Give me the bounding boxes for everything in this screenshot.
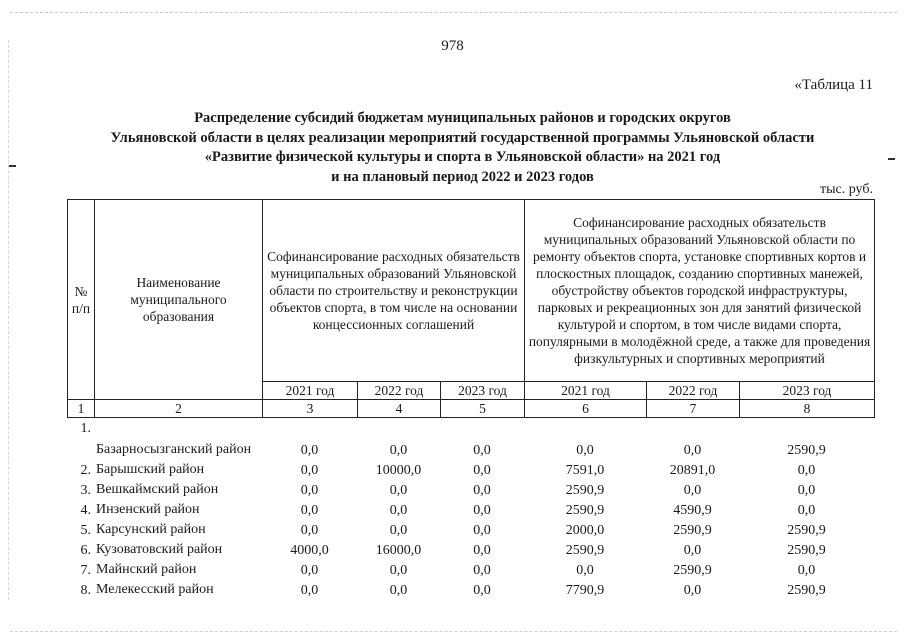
value-cell: 2590,9: [565, 483, 605, 498]
value-cell: 0,0: [576, 443, 594, 458]
value-cell: 0,0: [389, 503, 408, 518]
table-row: [67, 421, 874, 459]
row-number: 1.: [80, 421, 91, 436]
value-cell: 4590,9: [673, 503, 712, 518]
value-cell: 16000,0: [375, 543, 422, 558]
value-cell: 2590,9: [787, 543, 826, 558]
title-line: Ульяновской области в целях реализации мероприятий государственной программы Ульяновской области: [110, 129, 815, 146]
header-year: 2022 год: [358, 382, 441, 400]
header-repair-group: Софинансирование расходных обязательств муниципальных образований Ульяновской области по ремонту объектов спорта, установке спортивных кортов и плоскостных площадок, созданию спортивных манежей, обустройству объектов городской инфраструктуры, парковых и рекреационных зон для занятий физической культурой и спортом, в том числе видами спорта, популярными в молодёжной среде, а также для проведения физкультурных и спортивных мероприятий: [525, 200, 875, 382]
value-cell: 0,0: [683, 543, 702, 558]
row-number: 2.: [80, 463, 91, 478]
column-number: 8: [740, 400, 875, 418]
value-cell: 7790,9: [565, 583, 605, 598]
row-name: Инзенский район: [96, 502, 200, 517]
row-name: Карсунский район: [96, 522, 206, 537]
value-cell: 0,0: [473, 463, 491, 478]
value-cell: 0,0: [300, 523, 319, 538]
value-cell: 0,0: [797, 463, 816, 478]
value-cell: 2590,9: [673, 523, 712, 538]
value-cell: 2590,9: [673, 563, 712, 578]
value-cell: 0,0: [389, 563, 408, 578]
column-number: 5: [441, 400, 525, 418]
row-name: Майнский район: [96, 562, 197, 577]
table-row: [67, 519, 874, 539]
value-cell: 2590,9: [787, 443, 826, 458]
value-cell: 7591,0: [565, 463, 605, 478]
row-name: Базарносызганский район: [96, 442, 252, 457]
value-cell: 0,0: [300, 503, 319, 518]
value-cell: 0,0: [683, 483, 702, 498]
value-cell: 0,0: [473, 583, 491, 598]
value-cell: 0,0: [797, 563, 816, 578]
column-number: 2: [95, 400, 263, 418]
column-number: 4: [358, 400, 441, 418]
table-row: [67, 479, 874, 499]
value-cell: 2000,0: [565, 523, 605, 538]
value-cell: 0,0: [300, 483, 319, 498]
value-cell: 0,0: [389, 483, 408, 498]
title-line: Распределение субсидий бюджетам муниципальных районов и городских округов: [194, 110, 731, 126]
value-cell: 2590,9: [565, 503, 605, 518]
value-cell: 0,0: [389, 523, 408, 538]
value-cell: 2590,9: [565, 543, 605, 558]
value-cell: 0,0: [683, 583, 702, 598]
value-cell: 0,0: [797, 483, 816, 498]
row-number: 8.: [80, 583, 91, 598]
margin-tick: [9, 165, 16, 167]
row-number: 7.: [80, 563, 91, 578]
margin-tick: [888, 158, 895, 160]
column-number: 1: [68, 400, 95, 418]
value-cell: 0,0: [473, 523, 491, 538]
page-edge-bottom: [10, 631, 897, 632]
page-number: 978: [441, 38, 464, 54]
value-cell: 2590,9: [787, 583, 826, 598]
header-name: Наименование муниципального образования: [95, 200, 263, 400]
header-year: 2022 год: [647, 382, 740, 400]
value-cell: 2590,9: [787, 523, 826, 538]
value-cell: 0,0: [300, 563, 319, 578]
value-cell: 0,0: [300, 443, 319, 458]
row-number: 6.: [80, 543, 91, 558]
header-construction-group: Софинансирование расходных обязательств муниципальных образований Ульяновской области по строительству и реконструкции объектов спорта, в том числе на основании концессионных соглашений: [263, 200, 525, 382]
value-cell: 0,0: [473, 563, 491, 578]
row-name: Кузоватовский район: [96, 542, 223, 557]
value-cell: 0,0: [473, 503, 491, 518]
header-year: 2021 год: [525, 382, 647, 400]
row-name: Барышский район: [96, 462, 205, 477]
header-year: 2021 год: [263, 382, 358, 400]
value-cell: 0,0: [300, 583, 319, 598]
table-body: [67, 421, 874, 599]
value-cell: 4000,0: [290, 543, 329, 558]
table-row: [67, 499, 874, 519]
table-row: [67, 579, 874, 599]
value-cell: 0,0: [473, 443, 491, 458]
value-cell: 20891,0: [669, 463, 716, 478]
header-no: № п/п: [68, 200, 95, 400]
page-edge-left: [8, 40, 9, 600]
units-label: тыс. руб.: [820, 182, 873, 197]
value-cell: 0,0: [389, 583, 408, 598]
value-cell: 0,0: [797, 503, 816, 518]
table-row: [67, 559, 874, 579]
row-number: 4.: [80, 503, 91, 518]
column-number: 3: [263, 400, 358, 418]
value-cell: 10000,0: [375, 463, 422, 478]
table-row: [67, 459, 874, 479]
column-number: 6: [525, 400, 647, 418]
row-number: 5.: [80, 523, 91, 538]
value-cell: 0,0: [300, 463, 319, 478]
column-number: 7: [647, 400, 740, 418]
value-cell: 0,0: [576, 563, 594, 578]
header-year: 2023 год: [441, 382, 525, 400]
value-cell: 0,0: [389, 443, 408, 458]
document-title: [60, 109, 865, 187]
table-row: [67, 539, 874, 559]
page-edge-top: [10, 12, 897, 13]
table-label: «Таблица 11: [794, 77, 873, 93]
title-line: и на плановый период 2022 и 2023 годов: [331, 168, 594, 185]
row-name: Вешкаймский район: [96, 482, 219, 497]
value-cell: 0,0: [473, 483, 491, 498]
subsidy-table-header: [67, 199, 875, 418]
title-line: «Развитие физической культуры и спорта в Ульяновской области» на 2021 год: [204, 149, 721, 165]
row-name: Мелекесский район: [96, 582, 214, 597]
header-year: 2023 год: [740, 382, 875, 400]
row-number: 3.: [80, 483, 91, 498]
value-cell: 0,0: [473, 543, 491, 558]
value-cell: 0,0: [683, 443, 702, 458]
